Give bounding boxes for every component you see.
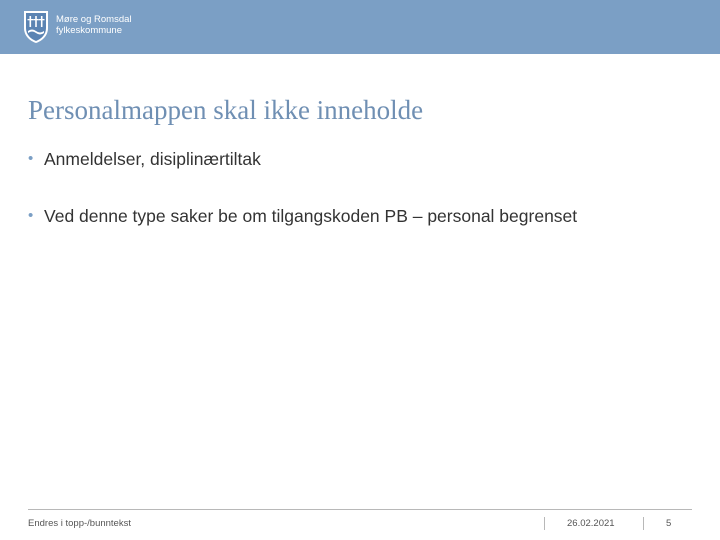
footer-divider — [28, 509, 692, 510]
bullet-text: Ved denne type saker be om tilgangskoden PB – personal begrenset — [44, 206, 578, 226]
coat-of-arms-icon — [23, 10, 49, 44]
header-bar — [0, 0, 720, 54]
bullet-glyph: • — [28, 207, 34, 224]
footer-date: 26.02.2021 — [567, 518, 615, 529]
organization-name — [56, 14, 132, 36]
bullet-glyph: • — [28, 150, 34, 167]
bullet-list — [28, 148, 577, 227]
footer-separator — [643, 517, 644, 530]
footer-separator — [544, 517, 545, 530]
bullet-text: Anmeldelser, disiplinærtiltak — [44, 149, 261, 169]
footer-text: Endres i topp-/bunntekst — [28, 518, 131, 529]
page-number: 5 — [666, 518, 672, 529]
org-name-line2: fylkeskommune — [56, 25, 122, 36]
bullet-item — [28, 205, 577, 227]
org-name-line1: Møre og Romsdal — [56, 14, 132, 25]
bullet-item — [28, 148, 577, 170]
slide-title: Personalmappen skal ikke inneholde — [28, 95, 424, 125]
